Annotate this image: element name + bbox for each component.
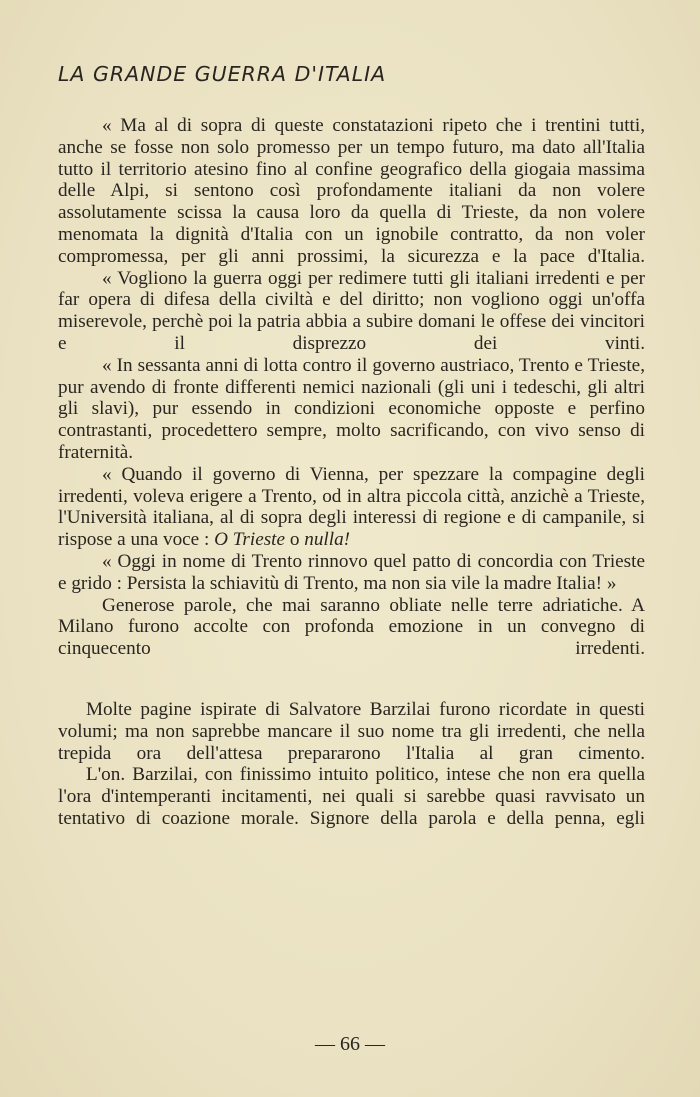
paragraph-7: Molte pagine ispirate di Salvatore Barzilai furono ricordate in questi volumi; ma non saprebbe mancare il suo nome tra gli irredenti, che nella trepida ora dell'attesa prepararono l'Italia al gran cimento.: [58, 698, 645, 764]
paragraph-8: L'on. Barzilai, con finissimo intuito politico, intese che non era quella l'ora d'intemperanti incitamenti, nei quali si sarebbe quasi ravvisato un tentativo di coazione morale. Signore della parola e della penna, egli: [58, 764, 645, 829]
paragraph-4-connector: o: [289, 529, 300, 551]
paragraph-4: [58, 464, 645, 551]
paragraph-1: « Ma al di sopra di queste constatazioni ripeto che i trentini tutti, anche se fosse non solo promesso per un tempo futuro, ma dato all'Italia tutto il territorio atesino fino al confine geografico della giogaia massima delle Alpi, si sentono così profondamente italiani da non volere assolutamente scissa la causa loro da quella di Trieste, da non volere menomata la dignità d'Italia con un ignobile contratto, da non voler compromessa, per gli anni prossimi, la sicurezza e la pace d'Italia.: [58, 115, 645, 267]
section-break: [58, 660, 645, 699]
running-head: LA GRANDE GUERRA D'ITALIA: [58, 62, 387, 86]
paragraph-6: Generose parole, che mai saranno obliate nelle terre adriatiche. A Milano furono accolte con profonda emozione in un convegno di cinquecento irredenti.: [58, 594, 645, 660]
paragraph-2: « Vogliono la guerra oggi per redimere tutti gli italiani irredenti e per far opera di difesa della civiltà e del diritto; non vogliono oggi un'offa miserevole, perchè poi la patria abbia a subire domani le offese dei vincitori e il disprezzo dei vinti.: [58, 267, 645, 354]
paragraph-4-italic-trieste: O Trieste: [214, 529, 286, 551]
page-number: — 66 —: [315, 1033, 385, 1055]
paragraph-4-text: « Quando il governo di Vienna, per spezzare la compagine degli irredenti, voleva erigere a Trento, od in altra piccola città, anzichè a Trieste, l'Università italiana, al di sopra degli interessi di regione e di campanile, si rispose a una voce :: [58, 463, 645, 551]
body-text: [58, 115, 645, 830]
paragraph-5: « Oggi in nome di Trento rinnovo quel patto di concordia con Trieste e grido : Persista la schiavitù di Trento, ma non sia vile la madre Italia! »: [58, 550, 645, 594]
paragraph-3: « In sessanta anni di lotta contro il governo austriaco, Trento e Trieste, pur avendo di fronte differenti nemici nazionali (gli uni i tedeschi, gli altri gli slavi), pur essendo in condizioni economiche opposte e perfino contrastanti, procedettero sempre, molto sacrificando, con vivo senso di fraternità.: [58, 354, 645, 463]
paragraph-4-italic-nulla: nulla!: [304, 529, 351, 551]
